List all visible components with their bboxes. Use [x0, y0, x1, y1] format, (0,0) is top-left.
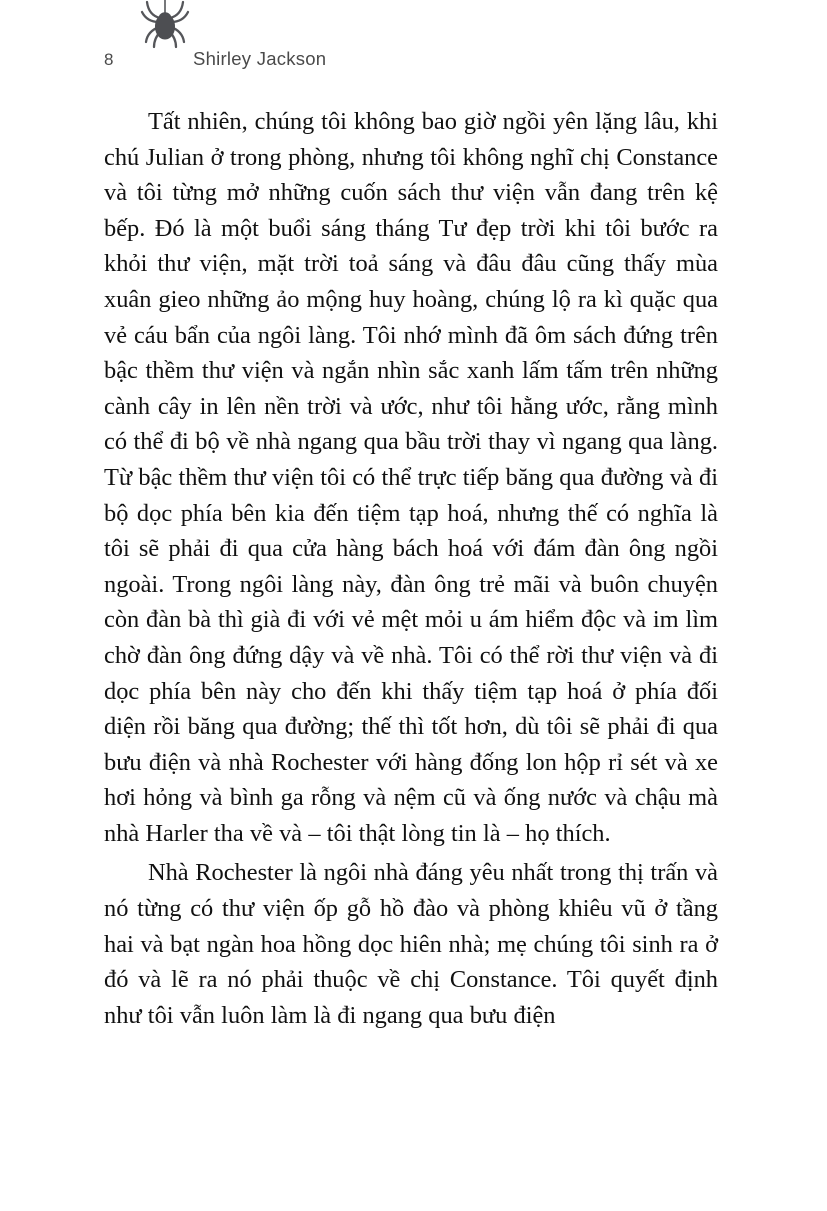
spider-on-thread-icon [140, 0, 190, 50]
paragraph: Nhà Rochester là ngôi nhà đáng yêu nhất trong thị trấn và nó từng có thư viện ốp gỗ hồ đào và phòng khiêu vũ ở tầng hai và bạt ngàn hoa hồng dọc hiên nhà; mẹ chúng tôi sinh ra ở đó và lẽ ra nó phải thuộc về chị Constance. Tôi quyết định như tôi vẫn luôn làm là đi ngang qua bưu điện [104, 859, 718, 1029]
page-number: 8 [104, 50, 114, 69]
running-head-title: Shirley Jackson [193, 48, 327, 69]
body-text [104, 104, 718, 1033]
paragraph: Tất nhiên, chúng tôi không bao giờ ngồi yên lặng lâu, khi chú Julian ở trong phòng, nhưng tôi không nghĩ chị Constance và tôi từng mở những cuốn sách thư viện vẫn đang trên kệ bếp. Đó là một buổi sáng tháng Tư đẹp trời khi tôi bước ra khỏi thư viện, mặt trời toả sáng và đâu đâu cũng thấy mùa xuân gieo những ảo mộng huy hoàng, chúng lộ ra kì quặc qua vẻ cáu bẩn của ngôi làng. Tôi nhớ mình đã ôm sách đứng trên bậc thềm thư viện và ngắn nhìn sắc xanh lấm tấm trên những cành cây in lên nền trời và ước, như tôi hằng ước, rằng mình có thể đi bộ về nhà ngang qua bầu trời thay vì ngang qua làng. Từ bậc thềm thư viện tôi có thể trực tiếp băng qua đường và đi bộ dọc phía bên kia đến tiệm tạp hoá, nhưng thế có nghĩa là tôi sẽ phải đi qua cửa hàng bách hoá với đám đàn ông ngồi ngoài. Trong ngôi làng này, đàn ông trẻ mãi và buôn chuyện còn đàn bà thì già đi với vẻ mệt mỏi u ám hiểm độc và im lìm chờ đàn ông đứng dậy và về nhà. Tôi có thể rời thư viện và đi dọc phía bên này cho đến khi thấy tiệm tạp hoá ở phía đối diện rồi băng qua đường; thế thì tốt hơn, dù tôi sẽ phải đi qua bưu điện và nhà Rochester với hàng đống lon hộp rỉ sét và xe hơi hỏng và bình ga rỗng và nệm cũ và ống nước và chậu mà nhà Harler tha về và – tôi thật lòng tin là – họ thích. [104, 108, 718, 847]
running-head [104, 42, 724, 82]
